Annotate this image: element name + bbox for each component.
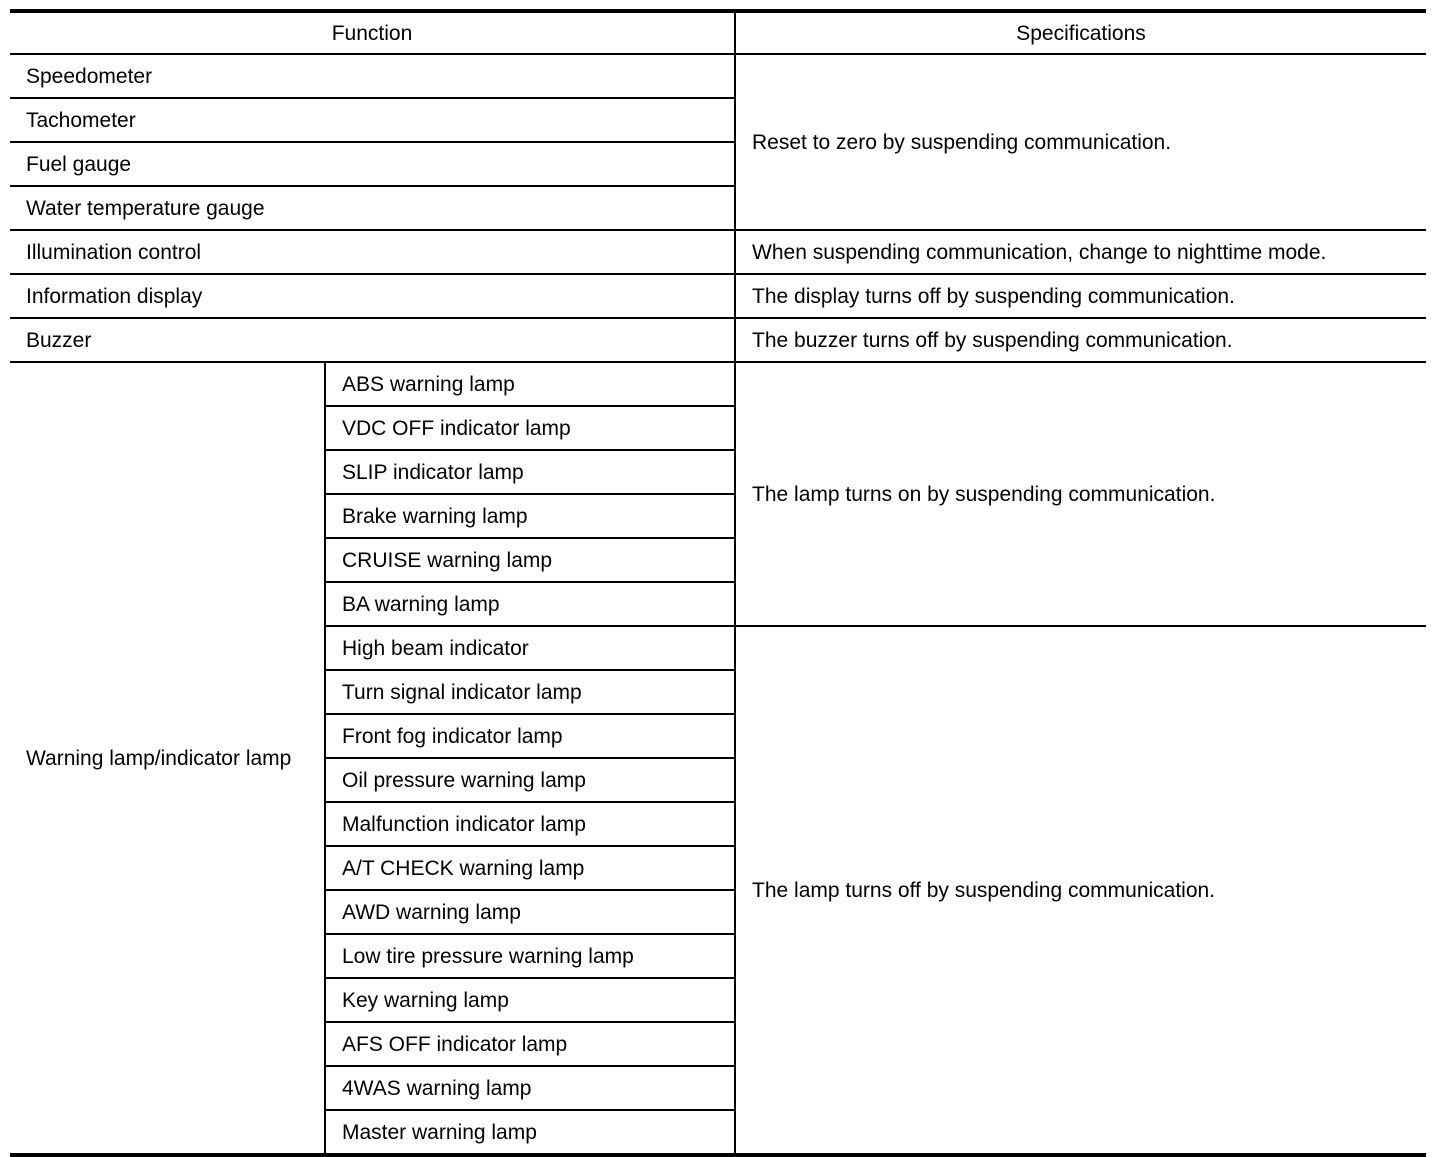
lamp-cell: CRUISE warning lamp: [325, 538, 735, 582]
lamp-cell: BA warning lamp: [325, 582, 735, 626]
function-cell: Tachometer: [10, 98, 735, 142]
table-row: [10, 230, 1426, 274]
lamp-cell: Front fog indicator lamp: [325, 714, 735, 758]
function-cell: Speedometer: [10, 54, 735, 98]
lamp-cell: SLIP indicator lamp: [325, 450, 735, 494]
lamp-cell: AWD warning lamp: [325, 890, 735, 934]
lamp-cell: A/T CHECK warning lamp: [325, 846, 735, 890]
function-column-header: Function: [10, 11, 735, 54]
spec-cell: The buzzer turns off by suspending communication.: [735, 318, 1426, 362]
spec-cell: The display turns off by suspending communication.: [735, 274, 1426, 318]
table-header-row: [10, 11, 1426, 54]
lamp-cell: Brake warning lamp: [325, 494, 735, 538]
table-row: [10, 362, 1426, 406]
lamp-cell: High beam indicator: [325, 626, 735, 670]
lamp-cell: AFS OFF indicator lamp: [325, 1022, 735, 1066]
function-cell: Information display: [10, 274, 735, 318]
lamp-cell: Turn signal indicator lamp: [325, 670, 735, 714]
table-row: [10, 318, 1426, 362]
spec-cell-gauges: Reset to zero by suspending communication.: [735, 54, 1426, 230]
function-cell: Water temperature gauge: [10, 186, 735, 230]
lamp-cell: VDC OFF indicator lamp: [325, 406, 735, 450]
function-cell: Fuel gauge: [10, 142, 735, 186]
lamp-cell: Master warning lamp: [325, 1110, 735, 1155]
table-row: [10, 54, 1426, 98]
table-row: [10, 274, 1426, 318]
spec-cell: When suspending communication, change to nighttime mode.: [735, 230, 1426, 274]
lamp-cell: 4WAS warning lamp: [325, 1066, 735, 1110]
specifications-table: [10, 9, 1426, 1157]
lamp-cell: Low tire pressure warning lamp: [325, 934, 735, 978]
lamp-cell: Malfunction indicator lamp: [325, 802, 735, 846]
lamp-cell: Oil pressure warning lamp: [325, 758, 735, 802]
spec-cell-lamps-on: The lamp turns on by suspending communication.: [735, 362, 1426, 626]
spec-cell-lamps-off: The lamp turns off by suspending communication.: [735, 626, 1426, 1155]
function-cell: Illumination control: [10, 230, 735, 274]
lamp-cell: Key warning lamp: [325, 978, 735, 1022]
specifications-column-header: Specifications: [735, 11, 1426, 54]
warning-group-label: Warning lamp/indicator lamp: [10, 362, 325, 1155]
function-cell: Buzzer: [10, 318, 735, 362]
lamp-cell: ABS warning lamp: [325, 362, 735, 406]
